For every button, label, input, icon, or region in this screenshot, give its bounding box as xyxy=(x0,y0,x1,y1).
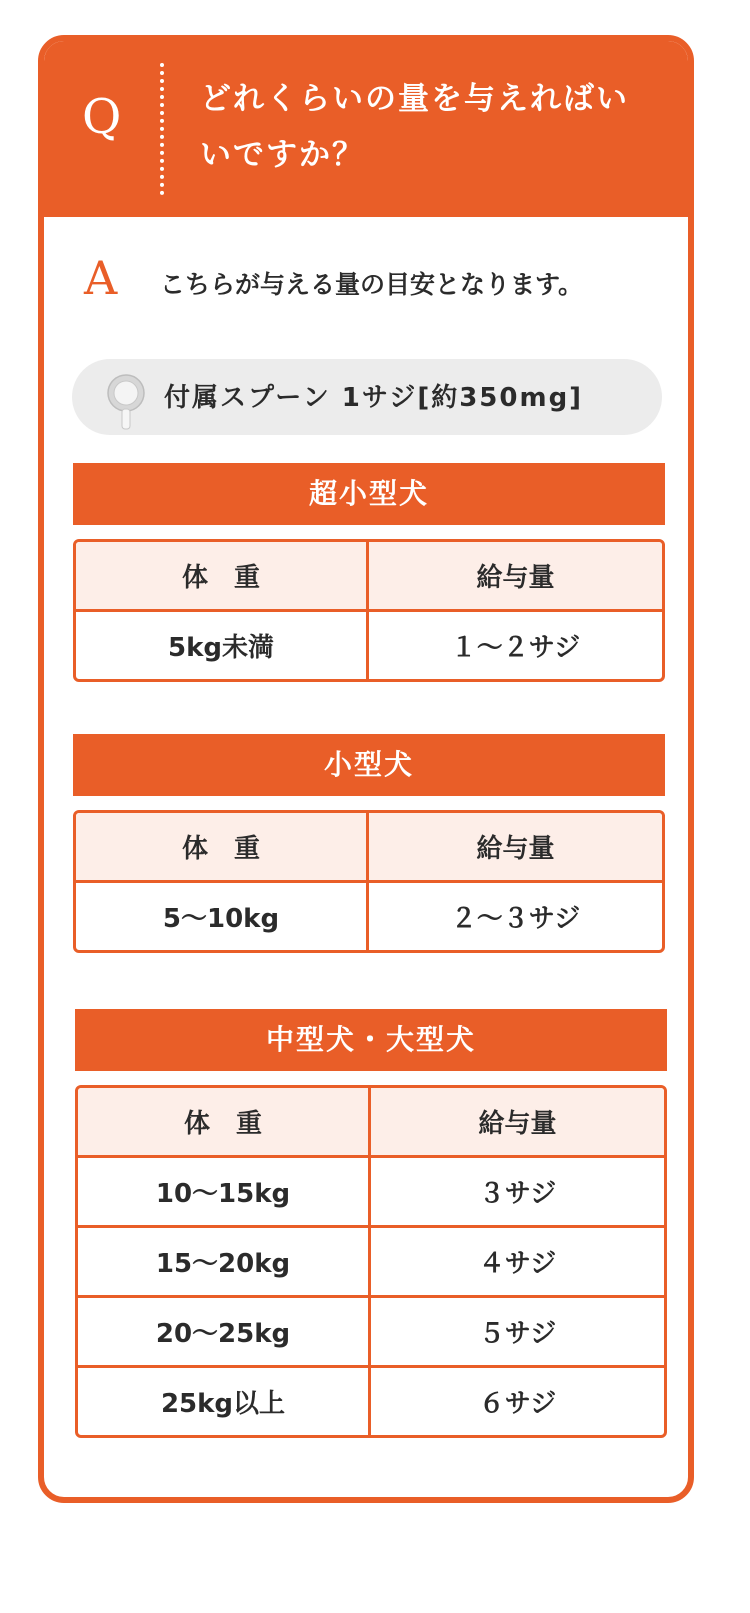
feeding-table xyxy=(73,810,665,953)
section-small-dog xyxy=(73,734,665,953)
amount-cell: １～２サジ xyxy=(450,633,581,663)
table-row xyxy=(78,1298,664,1368)
spoon-label: 付属スプーン 1サジ[約350mg] xyxy=(164,383,584,413)
weight-cell: 20～25kg xyxy=(78,1298,371,1368)
amount-cell: ５サジ xyxy=(371,1298,664,1368)
table-row xyxy=(78,1228,664,1298)
amount-cell: ４サジ xyxy=(371,1228,664,1298)
answer-text: こちらが与える量の目安となります。 xyxy=(160,270,584,299)
question-line-2: いですか？ xyxy=(200,137,365,173)
section-title: 超小型犬 xyxy=(73,463,665,525)
section-medium-large-dog xyxy=(75,1009,667,1438)
question-letter: Q xyxy=(82,89,122,145)
answer-row xyxy=(82,251,662,311)
feeding-table xyxy=(73,539,665,682)
weight-cell: 5～10kg xyxy=(76,883,369,950)
faq-card xyxy=(38,35,694,1503)
table-row xyxy=(76,612,662,679)
table-header-row xyxy=(76,542,662,612)
section-title: 小型犬 xyxy=(73,734,665,796)
header-weight: 体 重 xyxy=(76,542,369,612)
weight-cell: 5kg未満 xyxy=(76,612,369,679)
header-amount: 給与量 xyxy=(369,813,662,883)
question-text xyxy=(200,71,660,183)
amount-cell: ６サジ xyxy=(478,1389,557,1419)
weight-cell: 15～20kg xyxy=(78,1228,371,1298)
weight-cell: 25kg以上 xyxy=(78,1368,371,1435)
section-extra-small-dog xyxy=(73,463,665,682)
spoon-icon xyxy=(106,371,146,431)
amount-cell: ２～３サジ xyxy=(450,904,581,934)
spoon-info-pill xyxy=(72,359,662,435)
header-weight: 体 重 xyxy=(76,813,369,883)
table-header-row xyxy=(76,813,662,883)
section-title: 中型犬・大型犬 xyxy=(75,1009,667,1071)
header-amount: 給与量 xyxy=(369,542,662,612)
question-header xyxy=(44,41,688,217)
table-row xyxy=(78,1158,664,1228)
question-line-1: どれくらいの量を与えればい xyxy=(200,81,629,117)
amount-cell: ３サジ xyxy=(371,1158,664,1228)
feeding-table xyxy=(75,1085,667,1438)
header-amount: 給与量 xyxy=(371,1088,664,1158)
header-weight: 体 重 xyxy=(78,1088,371,1158)
answer-letter: A xyxy=(84,251,118,305)
table-header-row xyxy=(78,1088,664,1158)
table-row xyxy=(78,1368,664,1435)
dotted-divider xyxy=(160,63,164,195)
table-row xyxy=(76,883,662,950)
weight-cell: 10～15kg xyxy=(78,1158,371,1228)
